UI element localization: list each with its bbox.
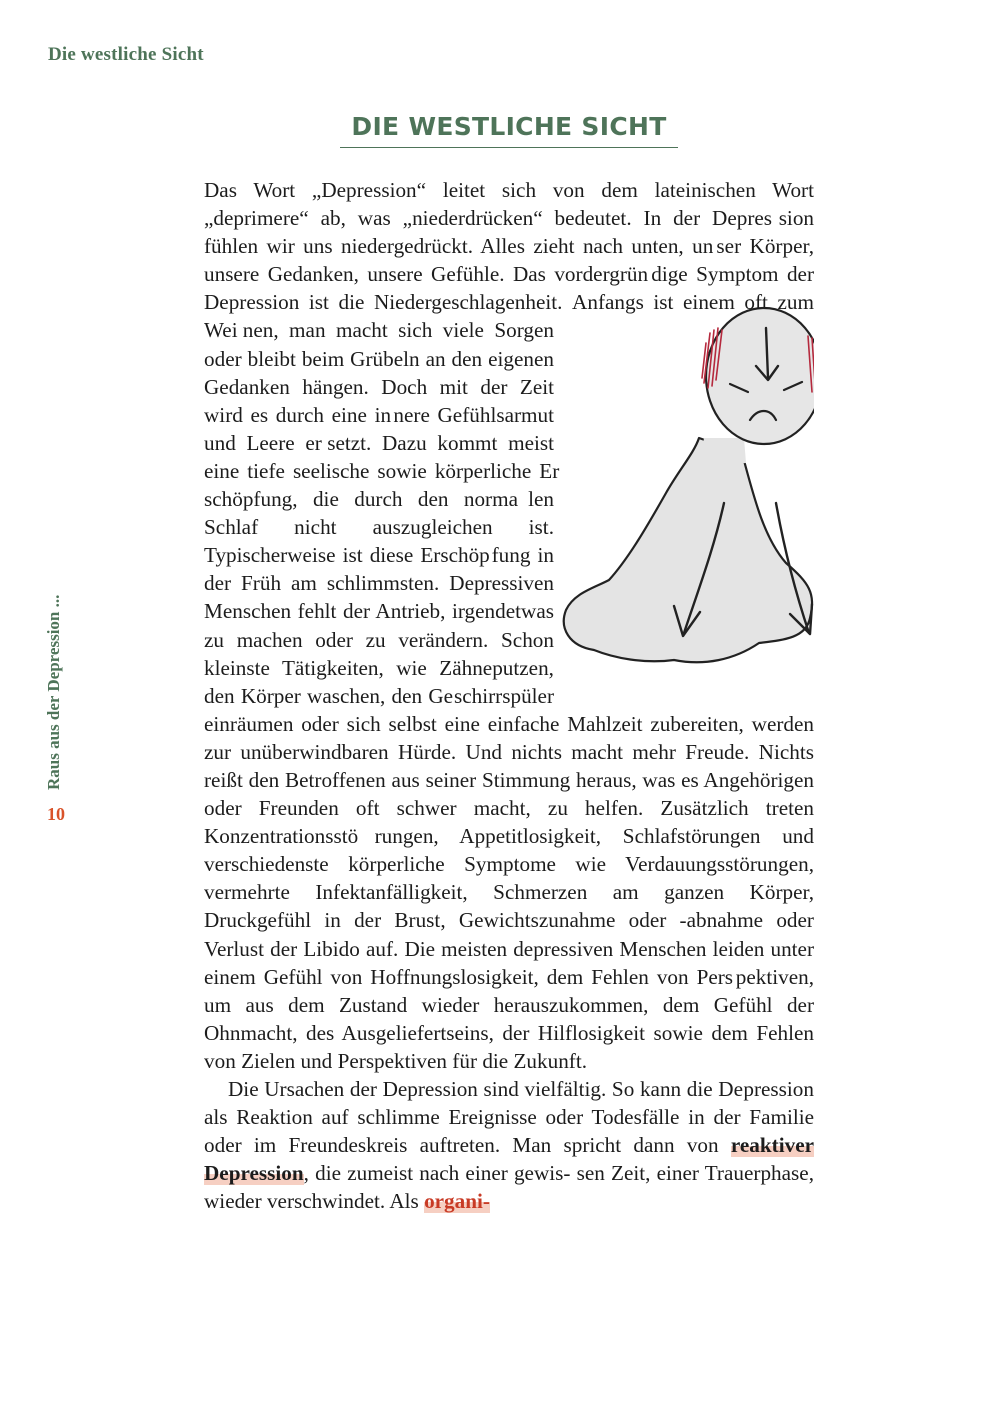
text-line: Typischerweise ist diese Erschöp [204,543,490,568]
text-line: len Schlaf nicht auszugleichen ist. [204,487,554,540]
sad-figure-illustration [554,288,814,706]
paragraph-2 [204,1075,814,1215]
text-fragment: sen Zeit, einer Trauerphase, wieder verschwindet. Als [204,1161,814,1214]
text-fragment: dann von [633,1133,731,1158]
text-line: sowie dem Fehlen von Zielen und Perspektiven für die Zukunft. [204,1020,814,1073]
section-heading-wrap [340,112,678,148]
text-line: Gefühl der Ohnmacht, des Ausgeliefertseins, der Hilflosigkeit [204,992,815,1045]
text-line: in der Familie oder im Freundeskreis auftreten. Man spricht [204,1105,815,1158]
text-line: pression als Reaktion auf schlimme Ereignisse oder Todesfälle [204,1077,814,1130]
text-line: der Libido auf. Die meisten depressiven Menschen leiden unter [270,936,815,961]
text-line: Depressiven Menschen fehlt der [204,571,555,624]
text-line: oder bleibt beim Grübeln an den [204,346,483,371]
text-line: nere Gefühlsarmut und Leere er [204,402,555,455]
text-line: zubereiten, werden zur unüberwindbaren Hürde. Und nichts [204,711,814,764]
text-line: schöpfung, die durch den norma [204,487,518,512]
text-line: macht mehr Freude. Nichts reißt den Betroffenen aus seiner [204,739,814,792]
text-line: mit der Zeit wird es durch eine in [204,374,555,427]
text-line: Anfangs ist einem oft zum Wei [204,290,814,343]
text-line: pektiven, um aus dem Zustand wieder herauszukommen, dem [204,964,814,1017]
text-line: ser Körper, unsere Gedanken, unsere Gefühle. Das vordergrün [204,234,814,287]
page-number: 10 [47,804,65,824]
text-line: seelische sowie körperliche Er [292,458,560,483]
sad-figure-icon [554,288,814,706]
text-line: einem Gefühl von Hoffnungslosigkeit, dem Fehlen von Pers [204,964,734,989]
text-line: „deprimere“ ab, was „niederdrücken“ bedeutet. In der Depres [204,206,773,231]
text-line: Antrieb, irgendetwas zu machen [204,599,554,652]
body-text [204,176,814,1215]
side-book-title: Raus aus der Depression ... [44,594,63,790]
term-organic: organi- [424,1189,490,1214]
text-line: fung in der Früh am schlimmsten. [204,543,554,596]
text-line: rungen, Appetitlosigkeit, Schlafstörungen und verschiedenste [204,824,814,877]
text-line: in der Brust, Gewichtszunahme oder -abnahme oder Verlust [204,908,814,961]
text-line: eigenen Gedanken hängen. Doch [204,346,555,399]
paragraph-1 [204,176,814,1075]
text-line: Infektanfälligkeit, Schmerzen am ganzen Körper, Druckgefühl [204,880,815,933]
text-line: schwer macht, zu helfen. Zusätzlich treten Konzentrationsstö [204,796,814,849]
text-line: setzt. Dazu kommt meist eine tiefe [204,430,555,483]
text-line: Das Wort „Depression“ leitet sich von dem lateinischen Wort [204,178,814,202]
running-head: Die westliche Sicht [48,44,204,65]
text-fragment: , die zumeist nach einer gewis- [303,1161,571,1186]
text-line: Stimmung heraus, was es Angehörigen oder Freunden oft [204,767,815,821]
text-line: nen, man macht sich viele Sorgen [242,318,554,343]
text-line: Die Ursachen der Depression sind vielfältig. So kann die De [228,1077,744,1101]
text-line: schirrspüler einräumen oder sich selbst eine einfache Mahlzeit [204,683,643,736]
text-line: Tätigkeiten, wie Zähneputzen, den Körper waschen, den Ge [204,655,554,708]
section-heading: DIE WESTLICHE SICHT [340,112,678,148]
text-line: oder zu verändern. Schon kleinste [204,627,554,680]
text-line: körperliche Symptome wie Verdauungsstörungen, vermehrte [204,852,815,905]
text-line: sion fühlen wir uns niedergedrückt. Alles zieht nach unten, un [204,206,815,259]
term-reactive-depression: reaktiver Depression [204,1133,815,1186]
text-line: dige Symptom der Depression ist die Niedergeschlagenheit. [204,262,815,315]
